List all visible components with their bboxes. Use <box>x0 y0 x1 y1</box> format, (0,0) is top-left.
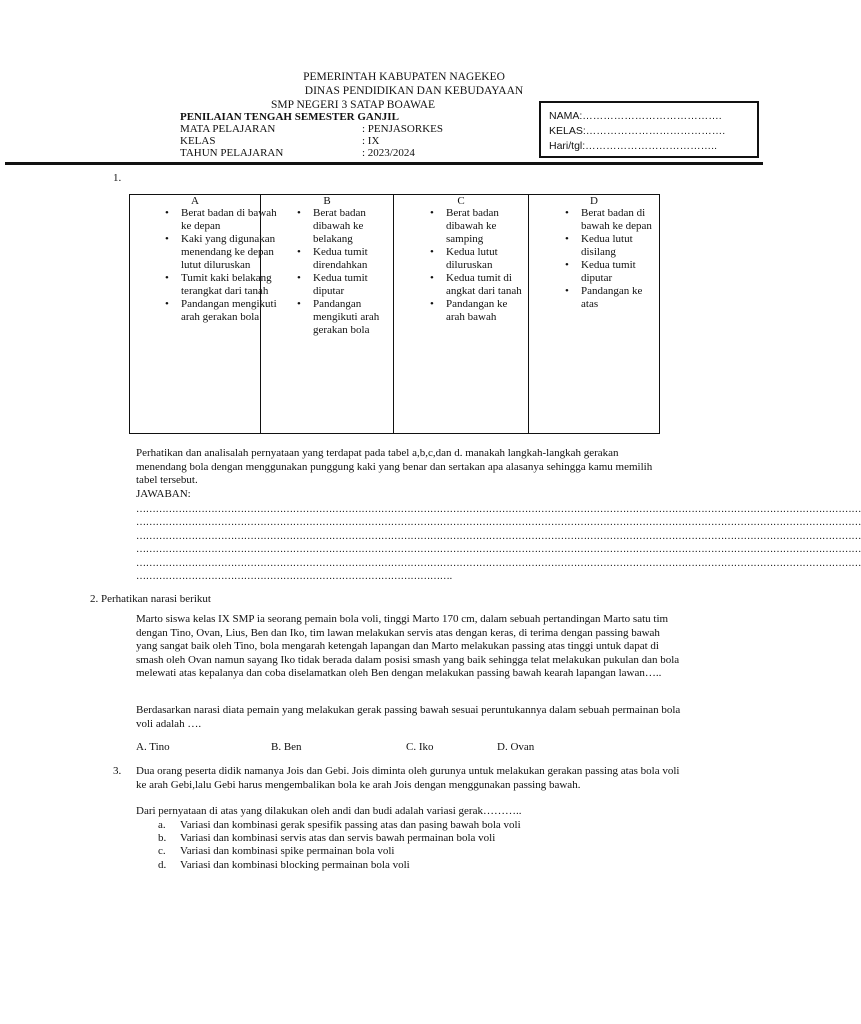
q1-instruction: Perhatikan dan analisalah pernyataan yang terdapat pada tabel a,b,c,dan d. manakah langkah-langkah gerakan menendang bola dengan menggunakan punggung kaki yang benar dan sertakan apa alasanya sehingga kamu memilih tabel tersebut. <box>136 447 653 486</box>
option-letter: a. <box>158 819 166 831</box>
q3-option-d[interactable] <box>158 859 410 872</box>
list-item: • Berat badan dibawah ke samping <box>446 207 528 246</box>
option-letter: b. <box>158 832 167 844</box>
column-head: B <box>323 195 331 207</box>
q3-option-c[interactable] <box>158 845 394 858</box>
option-text: Variasi dan kombinasi spike permainan bola voli <box>180 845 395 857</box>
list-item: • Kedua lutut diluruskan <box>446 246 528 272</box>
date-field[interactable]: Hari/tgl:……………………………….. <box>549 140 718 152</box>
answer-line[interactable]: …………………………………………………………………………………………………………………………………………………………………………………………………… <box>136 558 861 569</box>
header-line-1: PEMERINTAH KABUPATEN NAGEKEO <box>303 71 505 83</box>
q3-number: 3. <box>113 765 122 777</box>
column-head: A <box>191 195 199 207</box>
list-item: • Pandangan mengikuti arah gerakan bola <box>313 298 395 337</box>
q2-narrative: Marto siswa kelas IX SMP ia seorang pemain bola voli, tinggi Marto 170 cm, dalam sebuah pertandingan Marto satu tim dengan Tino, Ovan, Lius, Ben dan Iko, tim lawan melakukan servis atas dengan keras, di terima dengan passing bawah yang sangat baik oleh Tino, bola mengarah ketengah lapangan dan Marto melakukan passing atas tinggi untuk dapat di smash oleh Ovan namun sayang Iko tidak berada dalam posisi smash yang baik sehingga telat melakukan pukulan dan bola melewati atas kepalanya dan coba diselamatkan oleh Ben dengan melakukan passing bawah kearah lapangan lawan….. <box>136 613 680 679</box>
list-item: • Kedua tumit diputar <box>313 272 395 298</box>
answer-line[interactable]: ……………………………………………………………………………………. <box>136 571 452 582</box>
q3-question: Dari pernyataan di atas yang dilakukan oleh andi dan budi adalah variasi gerak……….. <box>136 805 522 817</box>
list-item: • Kaki yang digunakan menendang ke depan lutut diluruskan <box>181 233 279 272</box>
q2-question: Berdasarkan narasi diata pemain yang melakukan gerak passing bawah sesuai peruntukannya dalam sebuah permainan bola voli adalah …. <box>136 704 681 730</box>
answer-line[interactable]: …………………………………………………………………………………………………………………………………………………………………………………………………… <box>136 544 861 555</box>
option-text: Variasi dan kombinasi gerak spesifik passing atas dan pasing bawah bola voli <box>180 819 521 831</box>
list-item: • Berat badan dibawah ke belakang <box>313 207 395 246</box>
header-line-2: DINAS PENDIDIKAN DAN KEBUDAYAAN <box>304 85 524 97</box>
header-divider <box>5 162 763 165</box>
list-item: • Pandangan mengikuti arah gerakan bola <box>181 298 279 324</box>
q2-option-b[interactable]: B. Ben <box>271 741 302 753</box>
list-item: • Kedua lutut disilang <box>581 233 659 259</box>
answer-line[interactable]: …………………………………………………………………………………………………………………………………………………………………………………………………… <box>136 504 861 515</box>
list-item: • Berat badan di bawah ke depan <box>181 207 279 233</box>
q2-option-d[interactable]: D. Ovan <box>497 741 535 753</box>
list-item: • Pandangan ke atas <box>581 285 659 311</box>
q1-number: 1. <box>113 172 122 184</box>
class-field[interactable]: KELAS:…………………………………. <box>549 125 726 137</box>
column-head: D <box>590 195 598 207</box>
option-text: Variasi dan kombinasi servis atas dan servis bawah permainan bola voli <box>180 832 496 844</box>
q3-option-a[interactable] <box>158 819 521 832</box>
name-field[interactable]: NAMA:…………………………………. <box>549 110 722 122</box>
table-column-a <box>130 195 277 433</box>
list-item: • Berat badan di bawah ke depan <box>581 207 659 233</box>
info-value: : PENJASORKES <box>362 123 443 135</box>
student-identity-box <box>539 101 759 158</box>
header-line-3: SMP NEGERI 3 SATAP BOAWAE <box>271 99 436 111</box>
list-item: • Tumit kaki belakang terangkat dari tanah <box>181 272 279 298</box>
info-value: : 2023/2024 <box>362 147 415 159</box>
answer-line[interactable]: …………………………………………………………………………………………………………………………………………………………………………………………………… <box>136 531 861 542</box>
list-item: • Pandangan ke arah bawah <box>446 298 528 324</box>
option-letter: c. <box>158 845 166 857</box>
info-key: MATA PELAJARAN <box>180 123 276 135</box>
q2-heading: 2. Perhatikan narasi berikut <box>90 593 211 605</box>
answer-label: JAWABAN: <box>136 488 191 500</box>
list-item: • Kedua tumit di angkat dari tanah <box>446 272 528 298</box>
table-column-b <box>261 195 394 433</box>
table-column-c <box>394 195 529 433</box>
exam-title: PENILAIAN TENGAH SEMESTER GANJIL <box>180 111 399 123</box>
option-text: Variasi dan kombinasi blocking permainan bola voli <box>180 859 410 871</box>
q2-option-a[interactable]: A. Tino <box>136 741 170 753</box>
info-row-year <box>180 147 415 160</box>
column-head: C <box>457 195 465 207</box>
q1-table <box>129 194 660 434</box>
q3-text: Dua orang peserta didik namanya Jois dan Gebi. Jois diminta oleh gurunya untuk melakukan gerakan passing atas bola voli ke arah Gebi,lalu Gebi harus mengembalikan bola ke arah Jois dengan menggunakan passing bawah. <box>136 765 680 791</box>
table-column-d <box>529 195 659 433</box>
option-letter: d. <box>158 859 167 871</box>
list-item: • Kedua tumit direndahkan <box>313 246 395 272</box>
q2-option-c[interactable]: C. Iko <box>406 741 434 753</box>
info-key: KELAS <box>180 135 216 147</box>
info-value: : IX <box>362 135 380 147</box>
answer-line[interactable]: …………………………………………………………………………………………………………………………………………………………………………………………………… <box>136 517 861 528</box>
list-item: • Kedua tumit diputar <box>581 259 659 285</box>
q3-option-b[interactable] <box>158 832 495 845</box>
info-key: TAHUN PELAJARAN <box>180 147 284 159</box>
